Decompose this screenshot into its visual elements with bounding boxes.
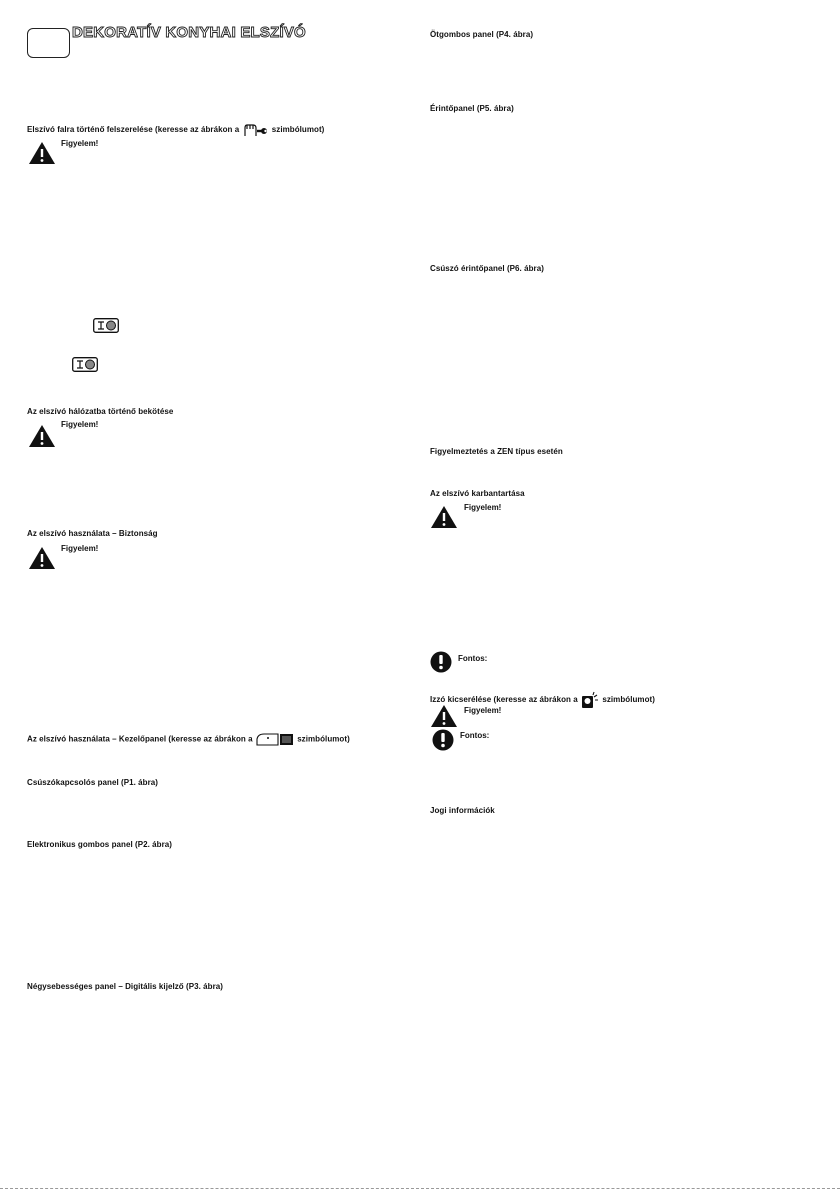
heading-text: Izzó kicserélése (keresse az ábrákon a <box>430 695 578 705</box>
warning-triangle-icon <box>28 546 56 570</box>
section-heading-safety: Az elszívó használata – Biztonság <box>27 529 158 538</box>
section-heading-electronic-button-panel: Elektronikus gombos panel (P2. ábra) <box>27 840 172 849</box>
section-heading-wall-mounting <box>27 123 324 137</box>
on-off-switch-icon <box>72 357 98 372</box>
heading-text: Elszívó falra történő felszerelése (keresse az ábrákon a <box>27 125 240 135</box>
hand-wrench-icon <box>243 123 269 137</box>
section-heading-slider-panel: Csúszókapcsolós panel (P1. ábra) <box>27 778 158 787</box>
heading-text: Az elszívó használata – Kezelőpanel (keresse az ábrákon a <box>27 734 253 744</box>
warning-triangle-icon <box>430 704 458 728</box>
heading-text-tail: szimbólumot) <box>297 734 350 744</box>
warning-triangle-icon <box>28 141 56 165</box>
section-heading-legal: Jogi információk <box>430 806 495 815</box>
warning-label: Figyelem! <box>61 544 99 553</box>
warning-label: Figyelem! <box>464 503 502 512</box>
exclamation-circle-icon <box>432 729 454 751</box>
warning-label: Figyelem! <box>464 706 502 715</box>
warning-triangle-icon <box>28 424 56 448</box>
warning-label: Figyelem! <box>61 420 99 429</box>
on-off-switch-icon <box>93 318 119 333</box>
page-title: DEKORATÍV KONYHAI ELSZÍVÓ <box>72 24 306 41</box>
exclamation-circle-icon <box>430 651 452 673</box>
section-heading-maintenance: Az elszívó karbantartása <box>430 489 525 498</box>
section-heading-electrical-connection: Az elszívó hálózatba történő bekötése <box>27 407 174 416</box>
language-box <box>27 28 70 58</box>
section-heading-touch-panel: Érintőpanel (P5. ábra) <box>430 104 514 113</box>
warning-label: Figyelem! <box>61 139 99 148</box>
section-heading-zen-warning: Figyelmeztetés a ZEN típus esetén <box>430 447 563 456</box>
section-heading-four-speed-panel: Négysebességes panel – Digitális kijelző (P3. ábra) <box>27 982 223 991</box>
section-heading-control-panel <box>27 733 350 746</box>
important-label: Fontos: <box>460 731 490 740</box>
heading-text-tail: szimbólumot) <box>602 695 655 705</box>
warning-triangle-icon <box>430 505 458 529</box>
section-heading-slide-touch-panel: Csúszó érintőpanel (P6. ábra) <box>430 264 544 273</box>
page-bottom-divider <box>0 1188 840 1189</box>
light-bulb-icon <box>581 691 599 709</box>
section-heading-five-button-panel: Ötgombos panel (P4. ábra) <box>430 30 534 39</box>
control-panel-icon <box>256 733 294 746</box>
heading-text-tail: szimbólumot) <box>271 125 325 135</box>
important-label: Fontos: <box>458 654 488 663</box>
